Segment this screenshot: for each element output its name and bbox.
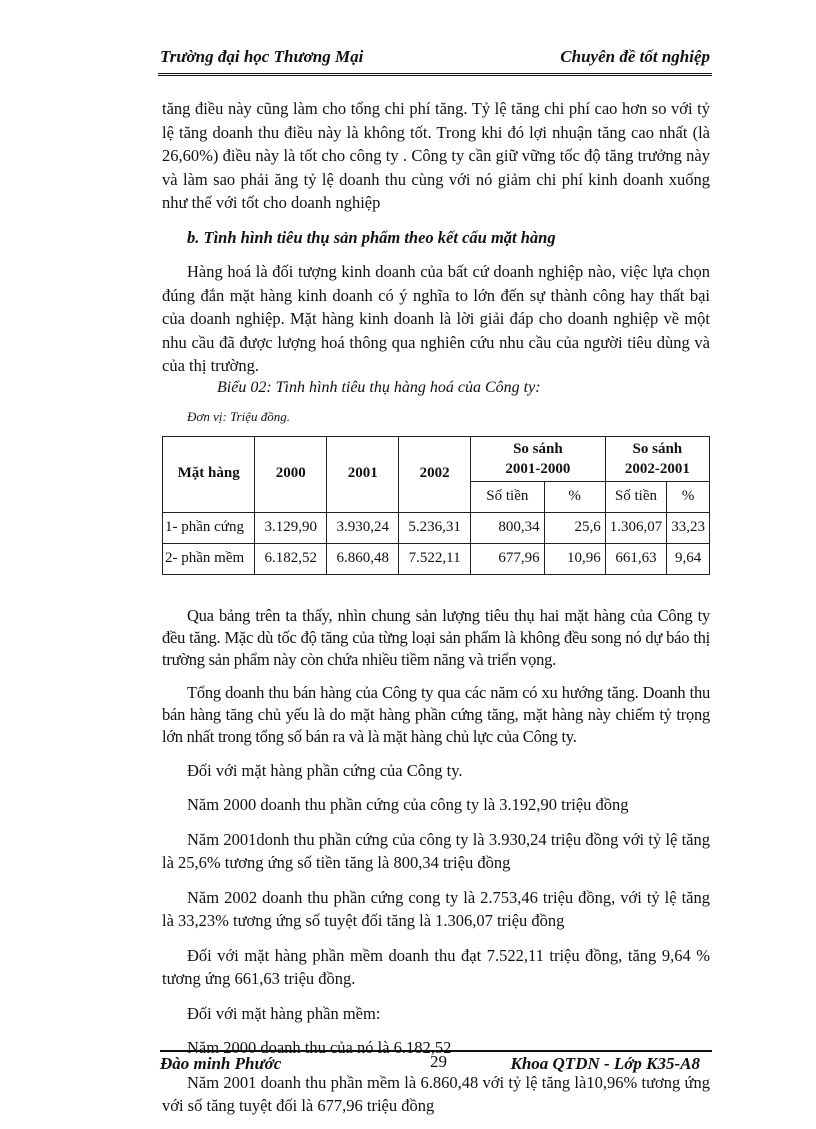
table-header-row (163, 436, 710, 481)
row-diff1-percent: 25,6 (544, 512, 605, 543)
header-item: Mặt hàng (163, 436, 255, 512)
paragraph-10: Đối với mặt hàng phần mềm: (187, 1003, 381, 1023)
section-heading: b. Tình hình tiêu thụ sản phẩm theo kết cấu mặt hàng (187, 227, 556, 247)
header-compare-2-range: 2002-2001 (624, 460, 690, 477)
header-2002: 2002 (399, 436, 471, 512)
row-2000: 6.182,52 (255, 543, 327, 574)
page-footer (160, 1054, 712, 1078)
row-diff1-percent: 10,96 (544, 543, 605, 574)
paragraph-9: Đối với mặt hàng phần mềm doanh thu đạt 7.522,11 triệu đồng, tăng 9,64 % tương ứng 661,63 triệu đồng. (162, 945, 710, 988)
header-compare-1-label: So sánh (513, 440, 563, 457)
paragraph-5: Đối với mặt hàng phần cứng của Công ty. (187, 760, 463, 780)
footer-author: Đào minh Phước (160, 1054, 282, 1073)
row-diff2-percent: 9,64 (667, 543, 710, 574)
subheader-percent-2: % (667, 481, 710, 512)
row-diff1-amount: 800,34 (471, 512, 545, 543)
header-2001: 2001 (327, 436, 399, 512)
row-2000: 3.129,90 (255, 512, 327, 543)
table-unit: Đơn vị: Triệu đồng. (187, 408, 290, 424)
header-rule (158, 73, 712, 76)
page-number: 29 (430, 1052, 447, 1071)
paragraph-8: Năm 2002 doanh thu phần cứng cong ty là 2.753,46 triệu đồng, với tỷ lệ tăng là 33,23% tương ứng số tuyệt đối tăng là 1.306,07 triệu đồng (162, 887, 710, 930)
paragraph-1: tăng điều này cũng làm cho tổng chi phí tăng. Tỷ lệ tăng chi phí cao hơn so với tỷ lệ tăng doanh thu điều này là không tốt. Trong khi đó lợi nhuận tăng cao nhất (là 26,60%) điều này là tốt cho công ty . Công ty cần giữ vững tốc độ tăng trưởng này và làm sao phải ăng tỷ lệ doanh thu cùng với nó giảm chi phí kinh doanh xuống như thế với tốt cho doanh nghiệp (162, 99, 710, 212)
header-school: Trường đại học Thương Mại (160, 47, 364, 66)
table-row (163, 512, 710, 543)
subheader-percent-1: % (544, 481, 605, 512)
subheader-amount-2: Số tiền (605, 481, 667, 512)
row-2002: 5.236,31 (399, 512, 471, 543)
table-caption: Biểu 02: Tình hình tiêu thụ hàng hoá của Công ty: (217, 378, 541, 396)
row-item: 2- phần mềm (163, 543, 255, 574)
paragraph-11: Năm 2000 doanh thu của nó là 6.182,52 (187, 1038, 452, 1057)
row-diff2-amount: 661,63 (605, 543, 667, 574)
sales-table (162, 436, 710, 575)
page-body (162, 97, 710, 1129)
paragraph-2: Hàng hoá là đối tượng kinh doanh của bất cứ doanh nghiệp nào, việc lựa chọn đúng đắn mặt hàng kinh doanh có ý nghĩa to lớn đến sự thành công hay thất bại của doanh nghiệp. Mặt hàng kinh doanh là lời giải đáp cho doanh nghiệp về một nhu cầu đã được lượng hoá thông qua nghiên cứu nhu cầu của người tiêu dùng và của thị trường. (162, 262, 710, 375)
header-2000: 2000 (255, 436, 327, 512)
header-compare-2 (605, 436, 709, 481)
header-compare-1 (471, 436, 606, 481)
subheader-amount-1: Số tiền (471, 481, 545, 512)
row-item: 1- phần cứng (163, 512, 255, 543)
table-row (163, 543, 710, 574)
row-2001: 3.930,24 (327, 512, 399, 543)
page-header (160, 47, 710, 73)
header-compare-1-range: 2001-2000 (505, 460, 571, 477)
row-2002: 7.522,11 (399, 543, 471, 574)
row-diff1-amount: 677,96 (471, 543, 545, 574)
header-compare-2-label: So sánh (632, 440, 683, 457)
paragraph-3: Qua bảng trên ta thấy, nhìn chung sản lượng tiêu thụ hai mặt hàng của Công ty đều tăng. Mặc dù tốc độ tăng của từng loại sản phẩm là không đều song nó dự báo thị trường sản phẩm này còn chứa nhiều tiềm năng và triển vọng. (162, 605, 710, 669)
header-title: Chuyên đề tốt nghiệp (560, 47, 710, 66)
paragraph-7: Năm 2001donh thu phần cứng của công ty là 3.930,24 triệu đồng với tỷ lệ tăng là 25,6% tương ứng số tiền tăng là 800,34 triệu đồng (162, 829, 710, 872)
paragraph-12: Năm 2001 doanh thu phần mềm là 6.860,48 với tỷ lệ tăng là10,96% tương ứng với số tăng tuyệt đối là 677,96 triệu đồng (162, 1072, 710, 1115)
row-diff2-percent: 33,23 (667, 512, 710, 543)
footer-class: Khoa QTDN - Lớp K35-A8 (510, 1054, 700, 1073)
paragraph-4: Tổng doanh thu bán hàng của Công ty qua các năm có xu hướng tăng. Doanh thu bán hàng tăng chủ yếu là do mặt hàng phần cứng tăng, mặt hàng này chiếm tỷ trọng lớn nhất trong tổng số bán ra và là mặt hàng chủ lực của Công ty. (162, 682, 710, 746)
row-2001: 6.860,48 (327, 543, 399, 574)
paragraph-6: Năm 2000 doanh thu phần cứng của công ty là 3.192,90 triệu đồng (187, 795, 629, 814)
row-diff2-amount: 1.306,07 (605, 512, 667, 543)
